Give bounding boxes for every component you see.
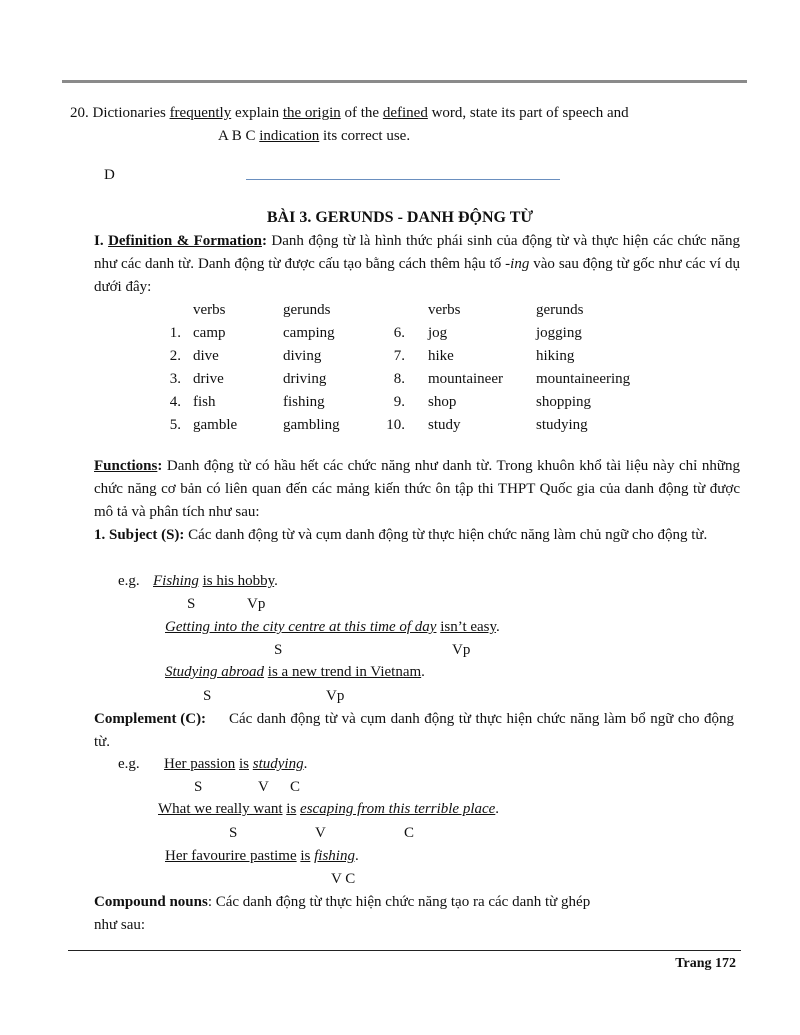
definition-ing: ing bbox=[510, 256, 530, 272]
verb-cell: shop bbox=[428, 394, 457, 410]
verb-cell: drive bbox=[193, 371, 224, 387]
column-header: verbs bbox=[193, 302, 226, 318]
example-subject: Fishing bbox=[153, 573, 199, 589]
verb-cell: hike bbox=[428, 348, 454, 364]
label-c: C bbox=[404, 825, 415, 841]
column-header: gerunds bbox=[283, 302, 331, 318]
option-d-label: D bbox=[104, 167, 115, 183]
example-subject: Her favourire pastime bbox=[165, 848, 297, 864]
compound-line1 bbox=[94, 891, 590, 914]
example-verb: is bbox=[286, 801, 297, 817]
verb-cell: study bbox=[428, 417, 461, 433]
label-v: V bbox=[315, 825, 326, 841]
complement-heading: Complement (C): bbox=[94, 711, 207, 727]
gerund-cell: jogging bbox=[536, 325, 582, 341]
example-subject: Her passion bbox=[164, 756, 236, 772]
example-complement: studying bbox=[252, 756, 304, 772]
compound-line2: như sau: bbox=[94, 917, 146, 933]
subject-example-3-sentence bbox=[165, 661, 425, 684]
verb-cell: dive bbox=[193, 348, 219, 364]
functions-text: Danh động từ có hầu hết các chức năng như danh từ. Trong khuôn khổ tài liệu này chỉ những chức năng cơ bản có liên quan đến các mảng kiến thức ôn tập thi THPT Quốc gia của danh động từ được mô tả và phân tích như sau: bbox=[94, 458, 740, 520]
label-s: S bbox=[194, 779, 203, 795]
row-number: 6. bbox=[393, 325, 405, 341]
label-c: C bbox=[290, 779, 301, 795]
verb-cell: camp bbox=[193, 325, 226, 341]
sentence-end: . bbox=[495, 801, 500, 817]
complement-example-1-sentence bbox=[164, 753, 307, 776]
question-20-line2 bbox=[218, 125, 410, 148]
separator-line bbox=[246, 179, 560, 180]
eg-label: e.g. bbox=[118, 756, 140, 772]
label-s: S bbox=[203, 688, 212, 704]
header-rule bbox=[62, 80, 747, 83]
row-number: 3. bbox=[169, 371, 181, 387]
label-s: S bbox=[274, 642, 283, 658]
q20-text: its correct use. bbox=[323, 128, 411, 144]
subject-example-2-sentence bbox=[165, 616, 500, 639]
question-number: 20. bbox=[70, 105, 89, 121]
verb-cell: mountaineer bbox=[428, 371, 503, 387]
definition-prefix: I. bbox=[94, 233, 104, 249]
row-number: 7. bbox=[393, 348, 405, 364]
sentence-end: . bbox=[421, 664, 425, 680]
verb-cell: jog bbox=[428, 325, 448, 341]
column-header: verbs bbox=[428, 302, 461, 318]
option-b-word: the origin bbox=[282, 105, 341, 121]
definition-paragraph bbox=[94, 230, 740, 299]
verb-cell: gamble bbox=[193, 417, 238, 433]
example-subject: Getting into the city centre at this time of day bbox=[165, 619, 437, 635]
column-header: gerunds bbox=[536, 302, 584, 318]
row-number: 8. bbox=[393, 371, 405, 387]
definition-text: vào sau động từ gốc như các ví dụ dưới đây: bbox=[94, 256, 740, 295]
functions-colon: : bbox=[157, 458, 163, 474]
gerund-cell: mountaineering bbox=[536, 371, 631, 387]
example-verb: is bbox=[239, 756, 250, 772]
example-complement: escaping from this terrible place bbox=[300, 801, 496, 817]
label-vp: Vp bbox=[326, 688, 345, 704]
row-number: 9. bbox=[393, 394, 405, 410]
gerund-cell: fishing bbox=[283, 394, 325, 410]
sentence-end: . bbox=[274, 573, 278, 589]
verb-cell: fish bbox=[193, 394, 216, 410]
example-complement: fishing bbox=[314, 848, 355, 864]
compound-heading: Compound nouns bbox=[94, 894, 208, 910]
row-number: 10. bbox=[386, 417, 405, 433]
definition-heading: Definition & Formation bbox=[108, 233, 262, 249]
sentence-end: . bbox=[354, 848, 359, 864]
gerund-cell: studying bbox=[536, 417, 588, 433]
q20-text: Dictionaries bbox=[92, 105, 166, 121]
complement-example-3-sentence bbox=[165, 845, 359, 868]
definition-text: Danh động từ là hình thức phái sinh của động từ và thực hiện các chức năng như các danh từ. Danh động từ được cấu tạo bằng cách thêm hậu tố - bbox=[94, 233, 740, 272]
example-subject: What we really want bbox=[158, 801, 283, 817]
example-predicate: is his hobby bbox=[202, 573, 275, 589]
gerund-cell: gambling bbox=[283, 417, 340, 433]
footer-rule bbox=[68, 950, 741, 951]
sentence-end: . bbox=[496, 619, 500, 635]
example-predicate: isn’t easy bbox=[440, 619, 497, 635]
option-c-word: defined bbox=[382, 105, 428, 121]
option-labels: A B C bbox=[218, 128, 256, 144]
row-number: 4. bbox=[169, 394, 181, 410]
eg-label: e.g. bbox=[118, 573, 140, 589]
q20-text: explain bbox=[234, 105, 280, 121]
label-v: V bbox=[258, 779, 269, 795]
subject-paragraph bbox=[94, 524, 740, 547]
functions-heading: Functions bbox=[94, 458, 158, 474]
complement-example-2-sentence bbox=[158, 798, 499, 821]
sentence-end: . bbox=[303, 756, 308, 772]
label-vp: Vp bbox=[247, 596, 266, 612]
subject-text: Các danh động từ và cụm danh động từ thực hiện chức năng làm chủ ngữ cho động từ. bbox=[184, 527, 708, 543]
question-20 bbox=[70, 102, 629, 125]
label-vp: Vp bbox=[452, 642, 471, 658]
example-predicate: is a new trend in Vietnam bbox=[267, 664, 422, 680]
option-d-word: indication bbox=[259, 128, 320, 144]
gerund-cell: driving bbox=[283, 371, 327, 387]
q20-text: word, state its part of speech and bbox=[431, 105, 629, 121]
compound-text: : Các danh động từ thực hiện chức năng tạo ra các danh từ ghép bbox=[207, 894, 591, 910]
gerund-cell: shopping bbox=[536, 394, 592, 410]
q20-text: of the bbox=[344, 105, 380, 121]
example-verb: is bbox=[300, 848, 311, 864]
gerund-cell: hiking bbox=[536, 348, 575, 364]
subject-example-1 bbox=[118, 570, 140, 593]
subject-heading: 1. Subject (S): bbox=[94, 527, 185, 543]
label-s: S bbox=[187, 596, 196, 612]
page-number: Trang 172 bbox=[675, 956, 736, 971]
row-number: 1. bbox=[169, 325, 181, 341]
example-subject: Studying abroad bbox=[165, 664, 265, 680]
gerund-cell: camping bbox=[283, 325, 335, 341]
section-title: BÀI 3. GERUNDS - DANH ĐỘNG TỪ bbox=[266, 209, 534, 226]
row-number: 5. bbox=[169, 417, 181, 433]
functions-paragraph bbox=[94, 455, 740, 524]
label-s: S bbox=[229, 825, 238, 841]
definition-colon: : bbox=[261, 233, 267, 249]
complement-text bbox=[94, 708, 734, 754]
subject-example-1-sentence bbox=[153, 570, 278, 593]
option-a-word: frequently bbox=[169, 105, 232, 121]
row-number: 2. bbox=[169, 348, 181, 364]
label-vc: V C bbox=[331, 871, 356, 887]
complement-text-body: Các danh động từ và cụm danh động từ thực hiện chức năng làm bổ ngữ cho động từ. bbox=[94, 711, 734, 750]
gerund-cell: diving bbox=[283, 348, 322, 364]
